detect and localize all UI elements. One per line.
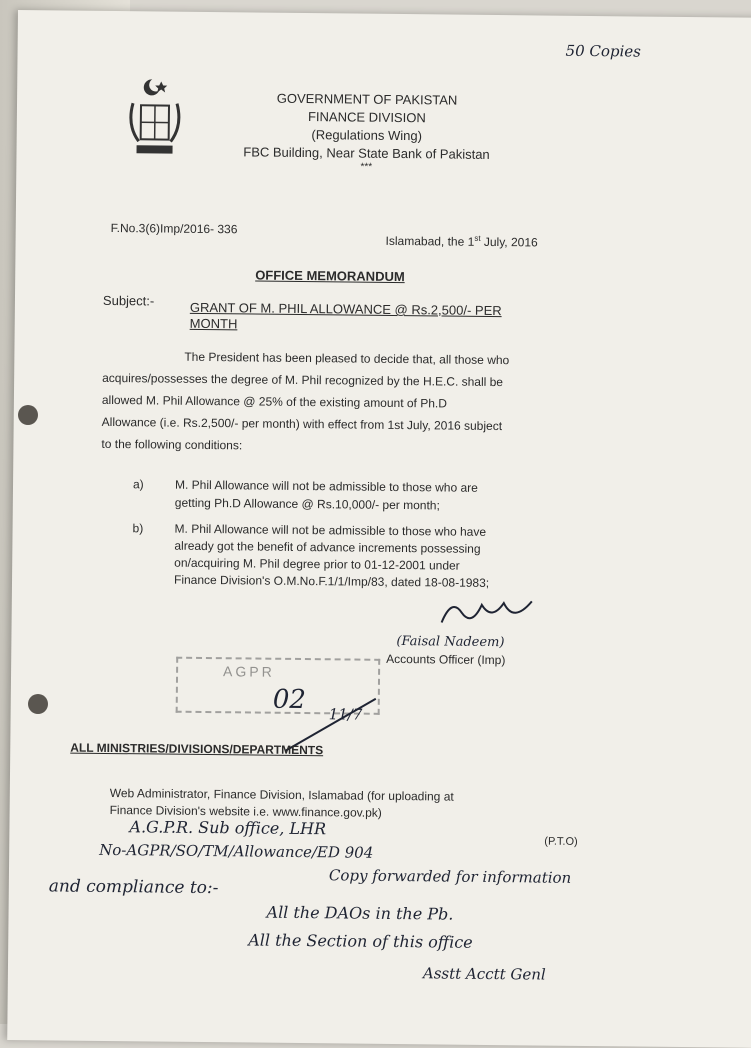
handwritten-line: All the DAOs in the Pb. (266, 903, 453, 924)
header-gov: GOVERNMENT OF PAKISTAN (197, 90, 537, 109)
handwritten-copies: 50 Copies (566, 42, 642, 61)
condition-b-line: already got the benefit of advance increments possessing (174, 539, 480, 556)
footer-line: Finance Division's website i.e. www.finance.gov.pk) (110, 803, 382, 820)
condition-a-line: getting Ph.D Allowance @ Rs.10,000/- per month; (175, 496, 440, 513)
stamp-date: 11/7 (329, 705, 363, 723)
body-line: Allowance (i.e. Rs.2,500/- per month) with effect from 1st July, 2016 subject (102, 415, 503, 433)
condition-b-line: M. Phil Allowance will not be admissible to those who have (175, 522, 487, 539)
header-address: FBC Building, Near State Bank of Pakistan (196, 144, 536, 163)
stamp-number: 02 (273, 685, 306, 715)
body-line: to the following conditions: (101, 437, 242, 452)
header-division: FINANCE DIVISION (197, 108, 537, 127)
condition-a-label: a) (133, 477, 144, 491)
header-stars: *** (196, 160, 536, 175)
signatory-title: Accounts Officer (Imp) (386, 652, 505, 667)
body-line: The President has been pleased to decide that, all those who (184, 350, 509, 367)
memo-title: OFFICE MEMORANDUM (255, 267, 405, 284)
state-emblem-icon (118, 75, 191, 166)
condition-b-line: Finance Division's O.M.No.F.1/1/Imp/83, dated 18-08-1983; (174, 573, 489, 590)
handwritten-line: Copy forwarded for information (329, 866, 572, 887)
condition-a-line: M. Phil Allowance will not be admissible to those who are (175, 478, 478, 495)
memo-sheet (7, 10, 751, 1048)
punch-hole (18, 405, 38, 425)
handwritten-line: A.G.P.R. Sub office, LHR (129, 817, 326, 838)
handwritten-line: All the Section of this office (248, 930, 473, 951)
handwritten-line: Asstt Acctt Genl (423, 964, 546, 983)
stamp-text: AGPR (223, 663, 275, 680)
place-date: Islamabad, the 1st July, 2016 (386, 233, 538, 250)
pto-note: (P.T.O) (544, 836, 578, 848)
header-wing: (Regulations Wing) (197, 126, 537, 145)
signatory-name: (Faisal Nadeem) (396, 634, 504, 650)
handwritten-line: and compliance to:- (49, 876, 219, 898)
body-line: acquires/possesses the degree of M. Phil recognized by the H.E.C. shall be (102, 371, 503, 389)
addressee: ALL MINISTRIES/DIVISIONS/DEPARTMENTS (70, 741, 323, 758)
file-number: F.No.3(6)Imp/2016- 336 (111, 221, 238, 236)
punch-hole (28, 694, 48, 714)
body-line: allowed M. Phil Allowance @ 25% of the existing amount of Ph.D (102, 393, 447, 411)
signature-mark-icon (432, 592, 542, 633)
handwritten-line: No-AGPR/SO/TM/Allowance/ED 904 (99, 841, 373, 862)
subject-line2: MONTH (190, 316, 238, 331)
condition-b-label: b) (133, 521, 144, 535)
condition-b-line: on/acquiring M. Phil degree prior to 01-12-2001 under (174, 556, 460, 573)
subject-line1: GRANT OF M. PHIL ALLOWANCE @ Rs.2,500/- PER (190, 300, 502, 318)
subject-label: Subject:- (103, 293, 154, 309)
footer-line: Web Administrator, Finance Division, Islamabad (for uploading at (110, 786, 454, 804)
